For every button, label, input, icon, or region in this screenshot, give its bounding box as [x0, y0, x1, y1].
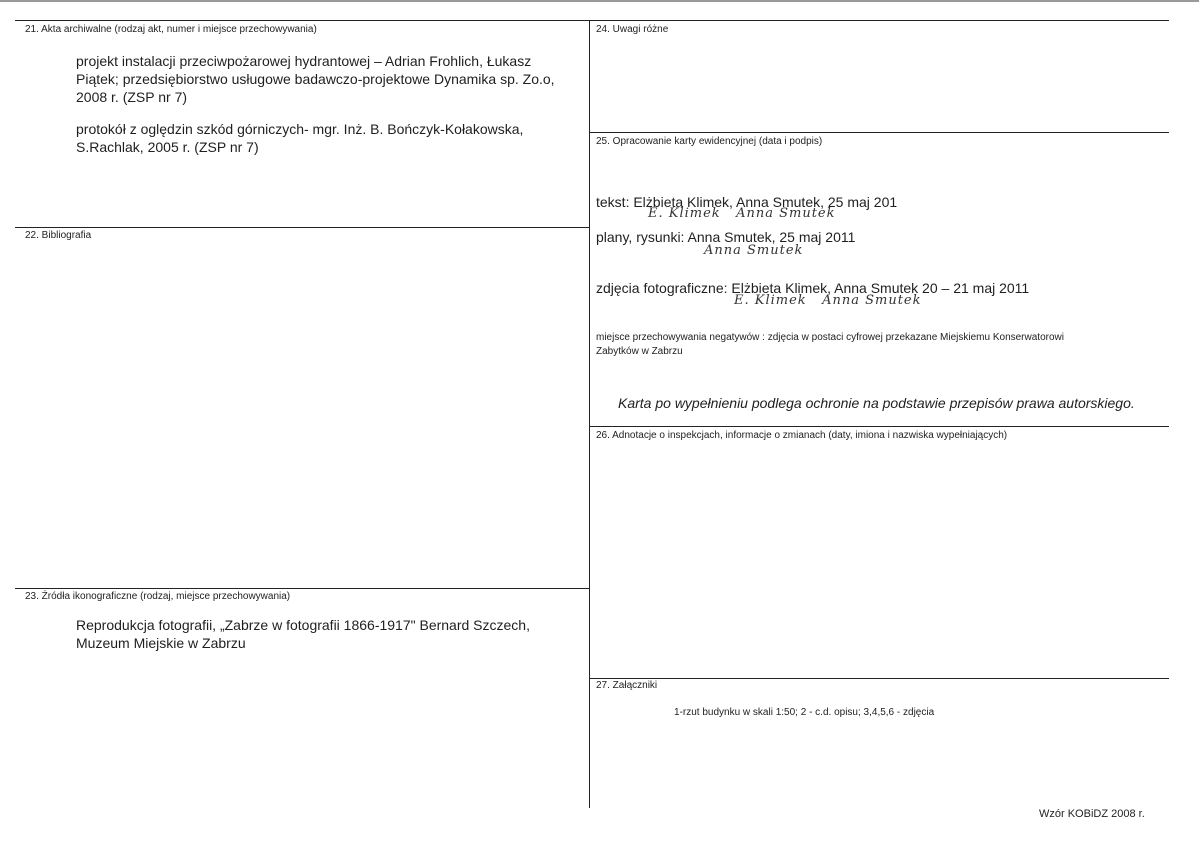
section-26-divider [589, 426, 1169, 427]
section-23-divider [15, 588, 589, 589]
section-27-text: 1-rzut budynku w skali 1:50; 2 - c.d. opisu; 3,4,5,6 - zdjęcia [674, 707, 935, 718]
section-25-negatives: miejsce przechowywania negatywów : zdjęcia w postaci cyfrowej przekazane Miejskiemu Konserwatorowi Zabytków w Zabrzu [596, 332, 1064, 357]
section-24-label: 24. Uwagi różne [596, 24, 669, 35]
section-25-label: 25. Opracowanie karty ewidencyjnej (data i podpis) [596, 136, 823, 147]
section-25-divider [589, 132, 1169, 133]
copyright-note: Karta po wypełnieniu podlega ochronie na podstawie przepisów prawa autorskiego. [618, 395, 1135, 411]
section-25-plany: plany, rysunki: Anna Smutek, 25 maj 2011 [596, 229, 856, 245]
signature-plany: Anna Smutek [704, 243, 804, 258]
section-21-entry-1: projekt instalacji przeciwpożarowej hydrantowej – Adrian Frohlich, Łukasz Piątek; przedsiębiorstwo usługowe badawczo-projektowe Dynamika sp. Zo.o, 2008 r. (ZSP nr 7) [76, 53, 555, 105]
section-27-label: 27. Załączniki [596, 680, 658, 691]
section-21-entry-2: protokół z oględzin szkód górniczych- mgr. Inż. B. Bończyk-Kołakowska, S.Rachlak, 2005 r. (ZSP nr 7) [76, 121, 524, 155]
scan-edge [0, 0, 1199, 2]
signature-zdjecia: E. Klimek Anna Smutek [734, 293, 922, 308]
section-22-divider [15, 227, 589, 228]
section-22-label: 22. Bibliografia [25, 230, 92, 241]
section-25-zdjecia: zdjęcia fotograficzne: Elżbieta Klimek, Anna Smutek 20 – 21 maj 2011 [596, 280, 1030, 296]
form-footer: Wzór KOBiDZ 2008 r. [1039, 808, 1145, 820]
section-27-divider [589, 678, 1169, 679]
section-26-label: 26. Adnotacje o inspekcjach, informacje o zmianach (daty, imiona i nazwiska wypełniających) [596, 430, 1008, 441]
top-border [15, 20, 1169, 21]
column-divider [589, 20, 590, 808]
signature-tekst: E. Klimek Anna Smutek [648, 206, 836, 221]
section-21-label: 21. Akta archiwalne (rodzaj akt, numer i miejsce przechowywania) [25, 24, 317, 35]
section-23-label: 23. Źródła ikonograficzne (rodzaj, miejsce przechowywania) [25, 591, 291, 602]
section-25-tekst: tekst: Elżbieta Klimek, Anna Smutek, 25 maj 201 [596, 194, 898, 210]
section-23-text: Reprodukcja fotografii, „Zabrze w fotografii 1866-1917" Bernard Szczech, Muzeum Miejskie w Zabrzu [76, 617, 530, 651]
